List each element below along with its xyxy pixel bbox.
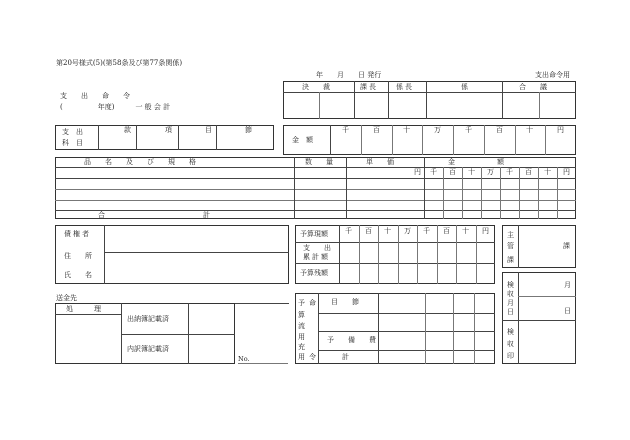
- form-type-label: 支出命令用: [535, 71, 570, 79]
- approval-section-chief-label: 課長: [360, 83, 378, 91]
- item-amount-digit-label: 百: [449, 168, 456, 176]
- item-amount-divider: [443, 167, 444, 219]
- amount-digit-label: 千: [342, 126, 349, 134]
- allocation-inner-1: 命: [309, 299, 316, 307]
- item-amount-divider: [538, 167, 539, 219]
- amount-digit-label: 円: [557, 126, 564, 134]
- approval-subsection-chief-label: 係長: [396, 83, 414, 91]
- dept-ka-char: 課: [507, 256, 514, 264]
- item-amount-divider: [519, 167, 520, 219]
- amount-divider: [515, 125, 516, 155]
- amount-divider: [545, 125, 546, 155]
- item-amount-digit-label: 百: [525, 168, 532, 176]
- dept-section-label: 課: [563, 242, 570, 250]
- item-amount-divider: [481, 167, 482, 219]
- amount-divider: [361, 125, 362, 155]
- subject-kan-label: 款: [124, 126, 131, 134]
- subject-setsu-label: 節: [245, 126, 252, 134]
- approval-consultation-label: 合 議: [519, 83, 547, 91]
- fiscal-year-line: ( 年度) 一 般 会 計: [60, 103, 171, 111]
- amount-divider: [484, 125, 485, 155]
- inspection-date-char-3: 月: [507, 299, 514, 307]
- form-title: 第20号様式(5)(第58条及び第77条関係): [56, 59, 183, 67]
- dept-kan-char: 管: [507, 242, 514, 250]
- amount-divider: [422, 125, 423, 155]
- budget-digit-label: 十: [384, 227, 391, 235]
- approval-decision-label: 決 裁: [302, 83, 330, 91]
- budget-digit-label: 万: [404, 227, 411, 235]
- inspection-date-char-1: 検: [507, 281, 514, 289]
- processing-label: 処 理: [66, 305, 101, 313]
- number-label: No.: [238, 355, 250, 363]
- name-label: 氏 名: [64, 271, 92, 279]
- inspection-month-label: 月: [564, 281, 571, 289]
- inspection-day-label: 日: [564, 307, 571, 315]
- item-amount-digit-label: 円: [563, 168, 570, 176]
- inspection-stamp-char-2: 収: [507, 340, 514, 348]
- budget-divider: [398, 225, 399, 284]
- allocation-vertical-3: 流: [298, 322, 305, 330]
- budget-digit-label: 千: [423, 227, 430, 235]
- budget-digit-label: 円: [482, 227, 489, 235]
- budget-current-label: 予算現額: [300, 230, 328, 238]
- inspection-date-char-4: 日: [507, 308, 514, 316]
- item-amount-divider: [500, 167, 501, 219]
- subject-label-bottom: 科 目: [62, 139, 83, 147]
- amount-digit-label: 千: [465, 126, 472, 134]
- inspection-date-char-2: 収: [507, 290, 514, 298]
- col-quantity: 数 量: [305, 158, 333, 166]
- allocation-vertical-1: 予: [298, 299, 305, 307]
- address-label: 住 所: [64, 252, 92, 260]
- subject-kou-label: 項: [165, 126, 172, 134]
- amount-divider: [453, 125, 454, 155]
- amount-digit-label: 十: [526, 126, 533, 134]
- allocation-vertical-2: 算: [298, 311, 305, 319]
- heading-expenditure-order: 支 出 命 令: [60, 92, 130, 100]
- budget-digit-label: 百: [365, 227, 372, 235]
- ledger-cash-recorded: 出納簿記載済: [127, 315, 169, 323]
- amount-label: 金 額: [292, 136, 313, 144]
- item-amount-digit-label: 万: [487, 168, 494, 176]
- item-amount-digit-label: 千: [430, 168, 437, 176]
- allocation-total-label: 計: [342, 353, 349, 361]
- allocation-box: [295, 293, 495, 364]
- allocation-vertical-4: 用: [298, 333, 305, 341]
- item-amount-divider: [557, 167, 558, 219]
- amount-divider: [392, 125, 393, 155]
- ledger-detail-recorded: 内訳簿記載済: [127, 345, 169, 353]
- inspection-stamp-char-1: 検: [507, 328, 514, 336]
- budget-cumulative-bottom: 累計額: [303, 253, 330, 261]
- budget-cumulative-top: 支 出: [303, 244, 331, 252]
- item-amount-digit-label: 十: [468, 168, 475, 176]
- unit-price-yen-unit: 円: [414, 168, 421, 176]
- allocation-vertical-5: 充: [298, 343, 305, 351]
- allocation-vertical-6: 用: [298, 353, 305, 361]
- budget-divider: [476, 225, 477, 284]
- budget-divider: [378, 225, 379, 284]
- col-amount: 金 額: [448, 158, 504, 166]
- remit-to-label: 送金先: [56, 294, 77, 302]
- allocation-moku-setsu: 目 節: [331, 298, 359, 306]
- budget-digit-label: 百: [443, 227, 450, 235]
- item-amount-digit-label: 千: [506, 168, 513, 176]
- item-amount-digit-label: 十: [544, 168, 551, 176]
- amount-digit-label: 百: [496, 126, 503, 134]
- col-item-spec: 品 名 及 び 規 格: [84, 158, 196, 166]
- amount-digit-label: 万: [434, 126, 441, 134]
- inspection-stamp-char-3: 印: [507, 352, 514, 360]
- budget-divider: [417, 225, 418, 284]
- allocation-reserve-fund: 予 備 費: [327, 336, 376, 344]
- amount-digit-label: 百: [373, 126, 380, 134]
- budget-digit-label: 十: [462, 227, 469, 235]
- budget-divider: [359, 225, 360, 284]
- creditor-label: 債権者: [64, 230, 91, 238]
- subject-label-top: 支 出: [62, 128, 83, 136]
- dept-main-char: 主: [507, 231, 514, 239]
- issue-date-label: 年 月 日 発行: [316, 71, 382, 79]
- budget-divider: [456, 225, 457, 284]
- subject-moku-label: 目: [205, 126, 212, 134]
- budget-remaining-label: 予算残額: [300, 269, 328, 277]
- budget-divider: [437, 225, 438, 284]
- col-unit-price: 単 価: [366, 158, 394, 166]
- allocation-inner-2: 令: [309, 353, 316, 361]
- budget-digit-label: 千: [345, 227, 352, 235]
- item-amount-divider: [462, 167, 463, 219]
- amount-digit-label: 十: [403, 126, 410, 134]
- items-total-label: 合 計: [98, 211, 210, 219]
- approval-staff-label: 係: [461, 83, 468, 91]
